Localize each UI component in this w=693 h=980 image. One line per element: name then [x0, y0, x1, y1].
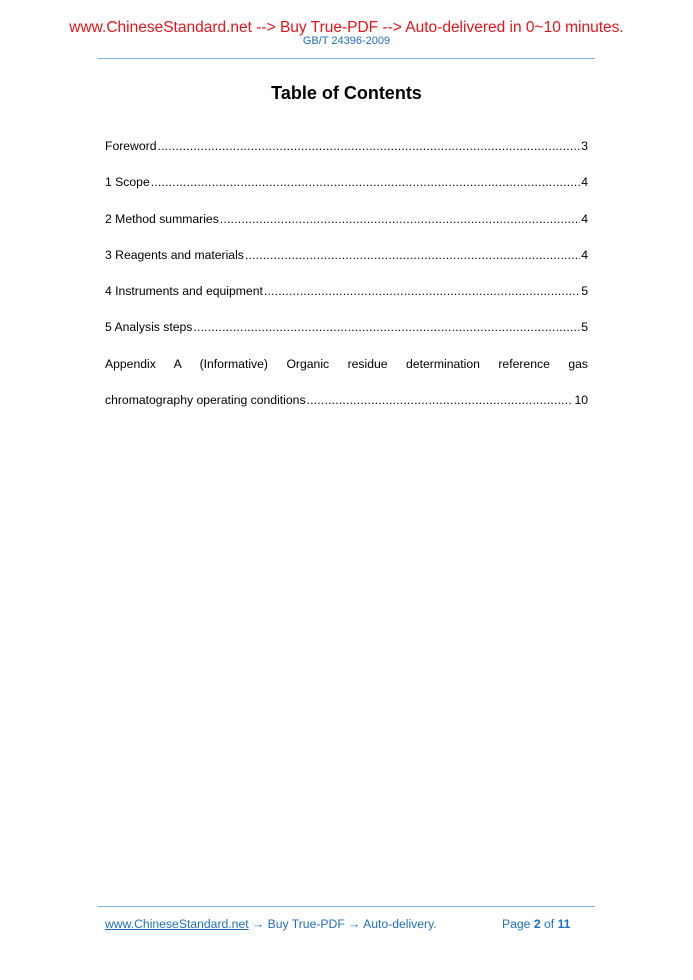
footer-divider [98, 906, 595, 907]
toc-title: Table of Contents [271, 83, 422, 103]
page-prefix: Page [502, 917, 534, 931]
footer-promo [105, 916, 437, 932]
toc-leader-dots [193, 319, 580, 335]
toc-entry-label: 5 Analysis steps [105, 320, 193, 335]
toc-entry-page: 4 [581, 247, 588, 262]
toc-entry-label: Appendix A (Informative) Organic residue determination reference gas [105, 356, 588, 371]
promo-banner[interactable]: www.ChineseStandard.net --> Buy True-PDF --> Auto-delivered in 0~10 minutes. [69, 19, 624, 36]
table-of-contents [105, 138, 588, 428]
toc-leader-dots [151, 174, 580, 190]
toc-entry-label: Foreword [105, 139, 157, 153]
page-of: of [540, 917, 558, 931]
toc-leader-dots [220, 211, 580, 227]
toc-entry-reagents[interactable] [105, 247, 588, 283]
footer-promo-text: → Buy True-PDF → Auto-delivery. [248, 917, 437, 931]
header-divider [98, 58, 595, 59]
toc-entry-appendix-a-line1[interactable] [105, 356, 588, 392]
toc-entry-appendix-a-line2[interactable] [105, 392, 588, 428]
page-indicator [502, 916, 570, 932]
toc-leader-dots [157, 138, 580, 154]
page-current: 2 [533, 917, 541, 931]
toc-entry-page: 5 [581, 320, 588, 335]
toc-entry-label: 4 Instruments and equipment [105, 284, 263, 299]
toc-entry-page: 5 [581, 284, 588, 299]
toc-entry-label: chromatography operating conditions [105, 393, 306, 408]
toc-leader-dots [264, 283, 580, 299]
footer-site-link[interactable]: www.ChineseStandard.net [105, 917, 249, 931]
toc-entry-page: 4 [581, 211, 588, 226]
toc-entry-label: 1 Scope [105, 175, 150, 190]
document-code: GB/T 24396-2009 [302, 35, 391, 47]
toc-entry-instruments[interactable] [105, 283, 588, 319]
toc-entry-foreword[interactable] [105, 138, 588, 174]
toc-entry-label: 3 Reagents and materials [105, 247, 244, 262]
toc-entry-page: 4 [581, 175, 588, 190]
toc-leader-dots [307, 392, 574, 408]
toc-entry-page: 10 [574, 393, 588, 408]
toc-entry-page: 3 [581, 139, 588, 153]
toc-entry-method-summaries[interactable] [105, 211, 588, 247]
toc-entry-scope[interactable] [105, 174, 588, 210]
toc-entry-analysis-steps[interactable] [105, 319, 588, 355]
toc-leader-dots [245, 247, 580, 263]
page-total: 11 [557, 917, 571, 931]
toc-entry-label: 2 Method summaries [105, 211, 219, 226]
